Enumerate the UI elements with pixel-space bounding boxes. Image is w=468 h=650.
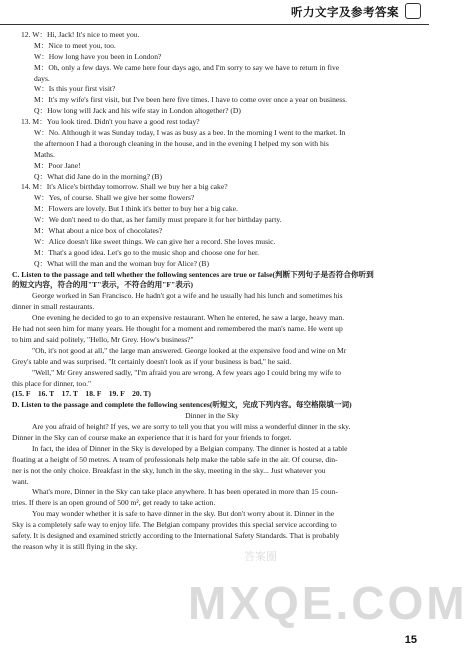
text-line: Sky is a completely safe way to enjoy life. The Belgian company provides this special service according to — [12, 520, 337, 530]
text-line: the reason why it is still flying in the sky. — [12, 541, 138, 551]
text-line: M：Nice to meet you, too. — [34, 40, 116, 50]
text-line: tries. If there is an open ground of 500 m², get ready to take action. — [12, 498, 216, 508]
page-header — [0, 0, 429, 25]
text-line: dinner in small restaurants. — [12, 302, 95, 312]
text-line: days. — [34, 73, 50, 83]
text-line: ner is not the only choice. Breakfast in the sky, lunch in the sky, meeting in the sky... Just whatever you — [12, 465, 326, 475]
text-line: He had not seen him for many years. He thought for a moment and remembered the man's name. He went up — [12, 324, 343, 334]
text-line: One evening he decided to go to an expensive restaurant. When he entered, he saw a large, heavy man. — [32, 313, 345, 323]
text-line: "Well," Mr Grey answered sadly, "I'm afraid you are wrong. A few years ago I could bring my wife to — [32, 367, 342, 377]
text-line: the afternoon I had a thorough cleaning in the house, and in the evening I helped my son with his — [34, 138, 329, 148]
watermark: MXQE.COM — [188, 577, 468, 629]
text-line: safety. It is designed and examined strictly according to the International Safety Standards. That is probably — [12, 530, 340, 540]
text-line: W：No. Although it was Sunday today, I was as busy as a bee. In the morning I went to the market. In — [34, 128, 346, 138]
text-line: Grey's table and was surprised. "It certainly doesn't look as if your business is bad," he said. — [12, 356, 292, 366]
text-line: M：Flowers are lovely. But I think it's better to buy her a big cake. — [34, 204, 238, 214]
text-line: floating at a height of 50 metres. A team of professionals help make the table safe in the air. Of course, din- — [12, 454, 338, 464]
text-line: W：We don't need to do that, as her family must prepare it for her birthday party. — [34, 215, 282, 225]
text-line: want. — [12, 476, 29, 486]
watermark-subtitle: 答案圈 — [244, 551, 277, 563]
text-line: George worked in San Francisco. He hadn't got a wife and he usually had his lunch and sometimes his — [32, 291, 343, 301]
text-line: 的短文内容，符合的用"T"表示，不符合的用"F"表示) — [12, 280, 193, 290]
text-line: W：How long have you been in London? — [34, 51, 162, 61]
text-line: M：What about a nice box of chocolates? — [34, 226, 163, 236]
text-line: D. Listen to the passage and complete the following sentences(听短文，完成下列内容。每空格限填一词) — [12, 400, 352, 410]
text-line: Dinner in the Sky can of course make an experience that it is hard for your friends to forget. — [12, 432, 292, 442]
text-line: Maths. — [34, 149, 55, 159]
document-body — [12, 30, 412, 553]
header-title: 听力文字及参考答案 — [291, 7, 399, 19]
text-line: What's more, Dinner in the Sky can take place anywhere. It has been operated in more than 15 coun- — [32, 487, 338, 497]
text-line: W：Yes, of course. Shall we give her some flowers? — [34, 193, 195, 203]
text-line: M：That's a good idea. Let's go to the music shop and choose one for her. — [34, 247, 260, 257]
text-line: M：Poor Jane! — [34, 160, 81, 170]
text-line: Are you afraid of height? If yes, we are sorry to tell you that you will miss a wonderful dinner in the sky. — [32, 422, 351, 432]
text-line: 14. M：It's Alice's birthday tomorrow. Shall we buy her a big cake? — [21, 182, 228, 192]
section-badge-icon — [405, 3, 421, 19]
text-line: Q：What will the man and the woman buy for Alice? (B) — [34, 258, 210, 268]
text-line: M：It's my wife's first visit, but I've been here five times. I have to come over once a year on business. — [34, 95, 348, 105]
page-number: 15 — [404, 634, 417, 646]
text-line: You may wonder whether it is safe to have dinner in the sky. But don't worry about it. Dinner in the — [32, 509, 335, 519]
text-line: this place for dinner, too." — [12, 378, 92, 388]
text-line: "Oh, it's not good at all," the large man answered. George looked at the expensive food and wine on Mr — [32, 345, 347, 355]
text-line: (15. F 16. T 17. T 18. F 19. F 20. T) — [12, 389, 151, 399]
text-line: C. Listen to the passage and tell whether the following sentences are true or false(判断下列句子是否符合你听到 — [12, 269, 374, 279]
text-line: Q：How long will Jack and his wife stay in London altogether? (D) — [34, 106, 241, 116]
text-line: In fact, the idea of Dinner in the Sky is developed by a Belgian company. The dinner is hosted at a table — [32, 443, 348, 453]
text-line: W：Alice doesn't like sweet things. We can give her a record. She loves music. — [34, 236, 276, 246]
text-line: 12. W：Hi, Jack! It's nice to meet you. — [21, 30, 140, 39]
text-line: M：Oh, only a few days. We came here four days ago, and I'm sorry to say we have to return in five — [34, 62, 340, 72]
text-line: Dinner in the Sky — [185, 411, 239, 421]
text-line: W：Is this your first visit? — [34, 84, 116, 94]
text-line: to him and said politely, "Hello, Mr Grey. How's business?" — [12, 334, 194, 344]
text-line: Q：What did Jane do in the morning? (B) — [34, 171, 163, 181]
text-line: 13. M：You look tired. Didn't you have a good rest today? — [21, 117, 200, 127]
